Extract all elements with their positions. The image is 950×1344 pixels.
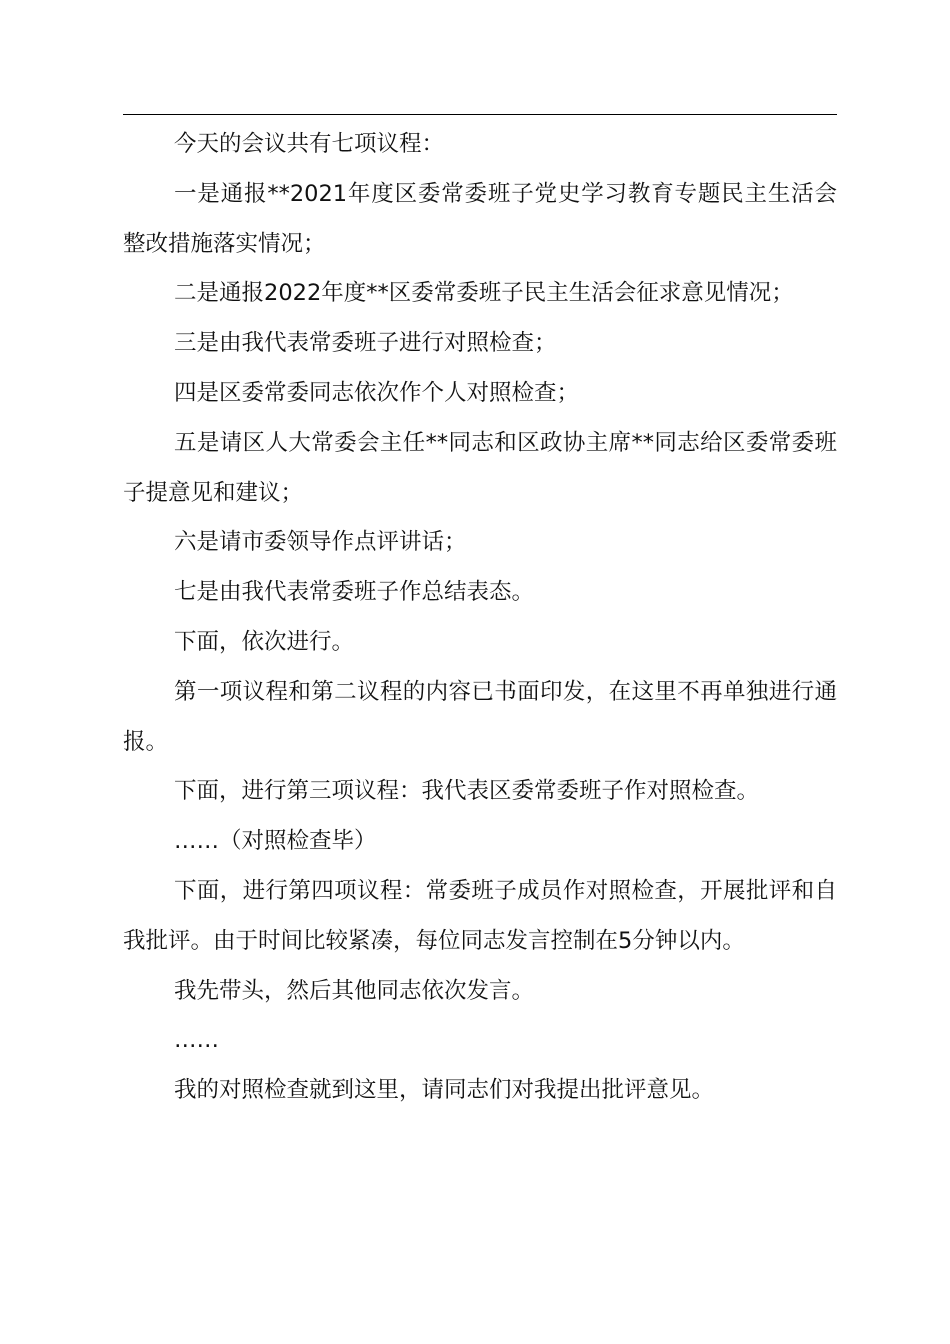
- paragraph-agenda-item-1: 一是通报**2021年度区委常委班子党史学习教育专题民主生活会整改措施落实情况；: [123, 180, 837, 257]
- paragraph-item-3-start: 下面，进行第三项议程：我代表区委常委班子作对照检查。: [174, 778, 760, 805]
- header-rule: [123, 114, 837, 115]
- paragraph-agenda-item-6: 六是请市委领导作点评讲话；: [174, 529, 467, 556]
- paragraph-agenda-intro: 今天的会议共有七项议程：: [174, 131, 445, 157]
- paragraph-proceed: 下面，依次进行。: [174, 628, 355, 655]
- paragraph-agenda-item-5: 五是请区人大常委会主任**同志和区政协主席**同志给区委常委班子提意见和建议；: [123, 429, 837, 506]
- paragraph-agenda-item-7: 七是由我代表常委班子作总结表态。: [174, 579, 535, 606]
- paragraph-agenda-item-3: 三是由我代表常委班子进行对照检查；: [174, 330, 557, 357]
- paragraph-lead-speaker: 我先带头，然后其他同志依次发言。: [174, 977, 535, 1004]
- document-body: [123, 120, 837, 1116]
- paragraph-ellipsis: ……: [174, 1027, 219, 1054]
- paragraph-request-criticism: 我的对照检查就到这里，请同志们对我提出批评意见。: [174, 1077, 715, 1104]
- paragraph-agenda-item-4: 四是区委常委同志依次作个人对照检查；: [174, 379, 580, 406]
- paragraph-agenda-item-2: 二是通报2022年度**区委常委班子民主生活会征求意见情况；: [174, 280, 794, 307]
- paragraph-item-3-end: ……（对照检查毕）: [174, 828, 377, 855]
- paragraph-item-4-start: 下面，进行第四项议程：常委班子成员作对照检查，开展批评和自我批评。由于时间比较紧凑，每位同志发言控制在5分钟以内。: [123, 877, 837, 954]
- paragraph-items-1-2-note: 第一项议程和第二议程的内容已书面印发，在这里不再单独进行通报。: [123, 678, 837, 755]
